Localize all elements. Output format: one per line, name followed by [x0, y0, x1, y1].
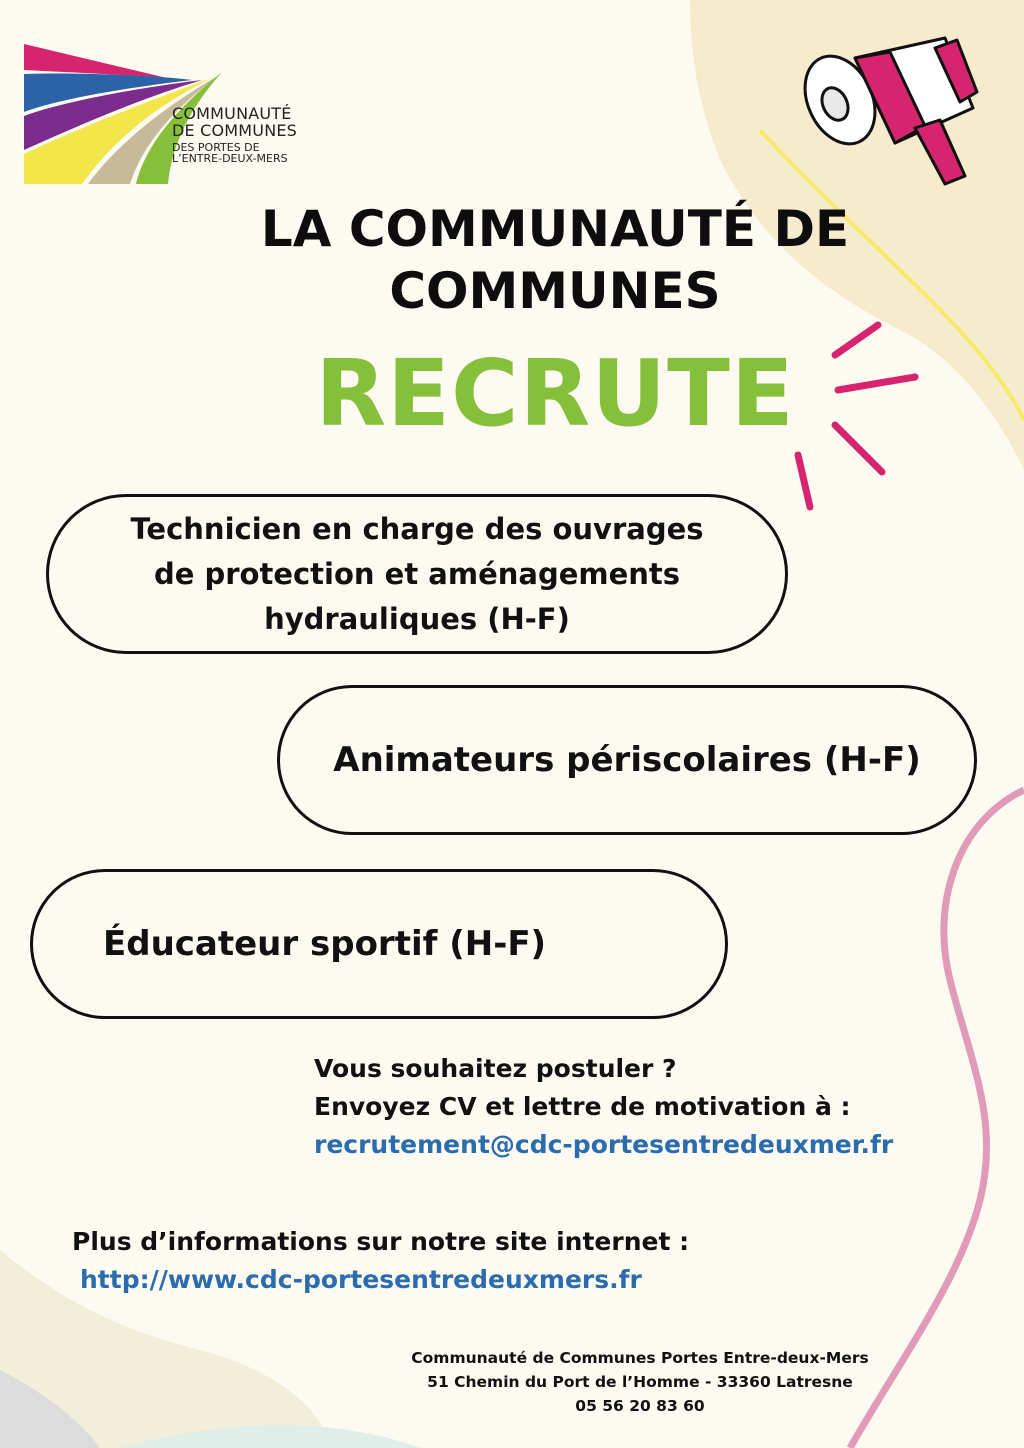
logo-line-1: COMMUNAUTÉ: [172, 104, 292, 123]
title-line-2: COMMUNES: [389, 262, 721, 320]
apply-question: Vous souhaitez postuler ?: [314, 1054, 677, 1083]
page-title: [150, 198, 960, 322]
job-title-line: de protection et aménagements: [153, 556, 681, 591]
website-link[interactable]: http://www.cdc-portesentredeuxmers.fr: [80, 1265, 642, 1294]
footer-address: 51 Chemin du Port de l’Homme - 33360 Latresne: [427, 1373, 853, 1391]
footer-phone: 05 56 20 83 60: [575, 1397, 705, 1415]
job-card-educateur: [30, 869, 728, 1019]
job-title-line: Technicien en charge des ouvrages: [130, 511, 704, 546]
email-link[interactable]: recrutement@cdc-portesentredeuxmer.fr: [314, 1130, 894, 1159]
job-card-animateurs: [277, 685, 977, 835]
info-section: [72, 1223, 689, 1299]
logo-text: [172, 106, 297, 165]
logo-line-3: DES PORTES DE: [172, 140, 260, 154]
footer-contact: [330, 1346, 950, 1418]
job-title-line: Animateurs périscolaires (H-F): [333, 740, 921, 780]
recrute-heading: RECRUTE: [315, 340, 795, 447]
logo-line-4: L’ENTRE-DEUX-MERS: [172, 152, 288, 166]
title-line-1: LA COMMUNAUTÉ DE: [260, 200, 850, 258]
logo-line-2: DE COMMUNES: [172, 120, 298, 140]
job-title-line: hydrauliques (H-F): [264, 601, 570, 636]
apply-section: [314, 1050, 893, 1164]
footer-name: Communauté de Communes Portes Entre-deux-Mers: [411, 1349, 869, 1367]
job-card-technicien: [46, 494, 788, 654]
apply-instruction: Envoyez CV et lettre de motivation à :: [314, 1092, 851, 1121]
info-label: Plus d’informations sur notre site internet :: [72, 1227, 690, 1256]
job-title-line: Éducateur sportif (H-F): [103, 924, 547, 964]
megaphone-icon: [795, 28, 985, 188]
